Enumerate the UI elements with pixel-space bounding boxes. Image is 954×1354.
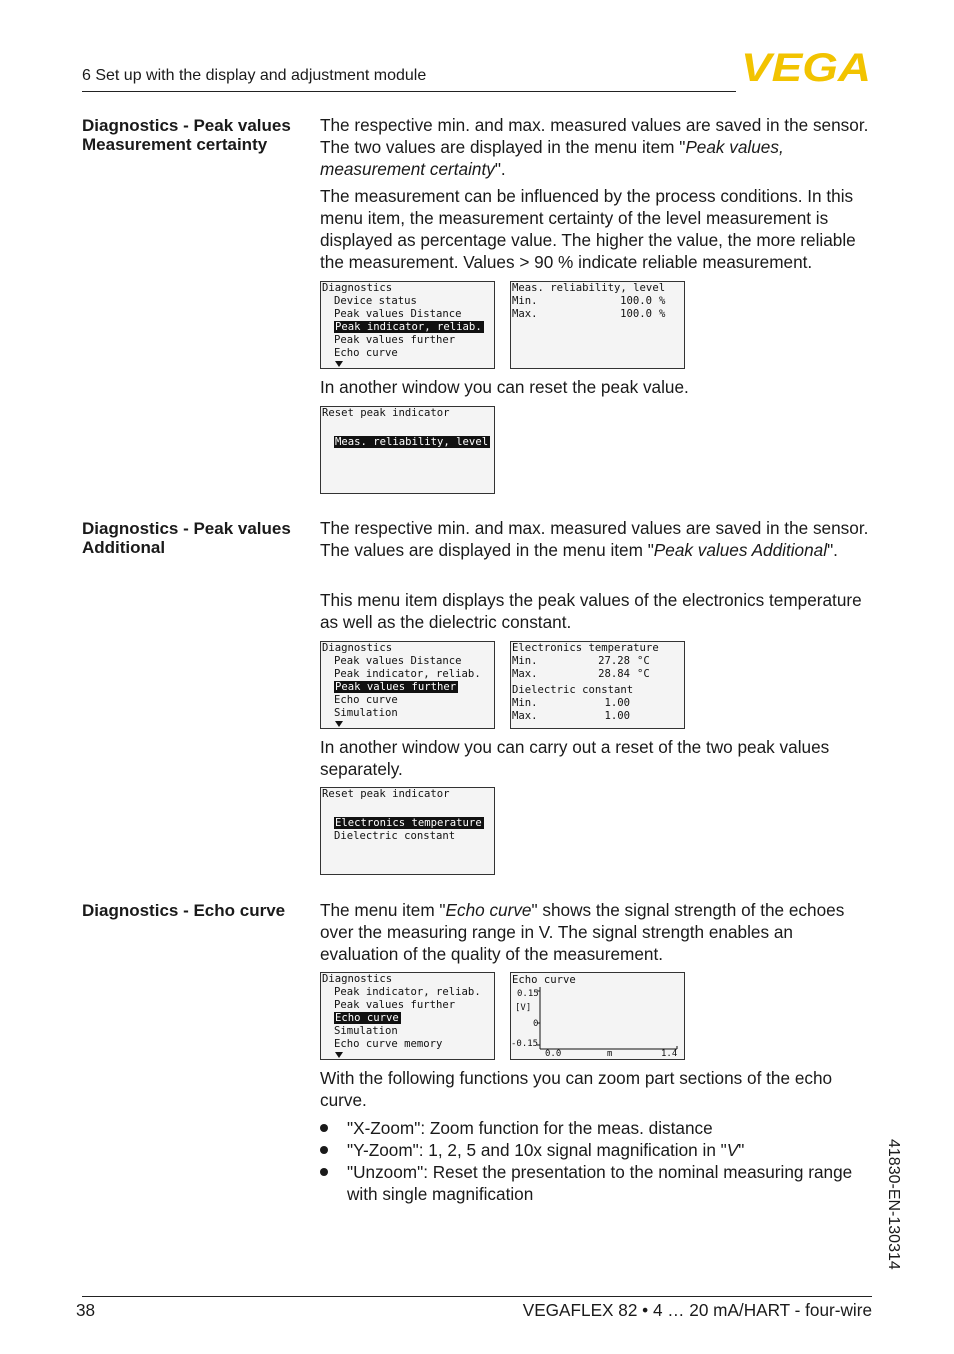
lcd-display-echo-curve bbox=[510, 972, 685, 1060]
lcd-unit: % bbox=[659, 295, 666, 307]
lcd-menu-item: Simulation bbox=[334, 707, 398, 719]
lcd-menu-item: Peak values further bbox=[334, 999, 456, 1011]
paragraph: This menu item displays the peak values of the electronics temperature as well as the dielectric constant. bbox=[320, 590, 862, 632]
lcd-selection: Electronics temperature bbox=[335, 817, 482, 829]
lcd-value: 100.0 bbox=[620, 308, 652, 320]
paragraph: In another window you can carry out a reset of the two peak values separately. bbox=[320, 737, 830, 779]
lcd-selection: Echo curve bbox=[335, 1012, 399, 1024]
section-label-measurement-certainty bbox=[82, 116, 291, 154]
text: "Unzoom": Reset the presentation to the nominal measuring range with single magnification bbox=[347, 1162, 853, 1204]
lcd-label: Min. bbox=[512, 655, 538, 667]
x-axis-start-label: 0.0 bbox=[545, 1049, 562, 1059]
text: ". bbox=[494, 159, 506, 179]
label-line: Measurement certainty bbox=[82, 135, 268, 154]
lcd-menu-item: Peak indicator, reliab. bbox=[334, 668, 481, 680]
lcd-menu-item: Simulation bbox=[334, 1025, 398, 1037]
lcd-menu-item: Dielectric constant bbox=[334, 830, 456, 842]
lcd-menu-item: Peak values Distance bbox=[334, 308, 462, 320]
paragraph: The measurement can be influenced by the process conditions. In this menu item, the measurement certainty of the level measurement is displayed as percentage value. The higher the value, the more reliable the measurement. Values > 90 % indicate reliable measurement. bbox=[320, 186, 856, 272]
lcd-menu-item-selected bbox=[334, 817, 484, 830]
lcd-value: 100.0 bbox=[620, 295, 652, 307]
y-axis-bottom-label: -0.15 bbox=[511, 1039, 539, 1049]
paragraph bbox=[320, 517, 875, 561]
section-label-echo-curve: Diagnostics - Echo curve bbox=[82, 901, 286, 920]
bullet-icon bbox=[320, 1168, 328, 1176]
text: The respective min. and max. measured values are saved in the sensor. The two values are displayed in the menu item " bbox=[320, 115, 869, 157]
menu-item-reference: Echo curve bbox=[445, 900, 532, 920]
lcd-unit: % bbox=[659, 308, 666, 320]
paragraph bbox=[320, 899, 875, 965]
lcd-display-diagnostics-menu bbox=[320, 972, 495, 1060]
y-axis-top-label: 0.15 bbox=[517, 989, 539, 999]
lcd-value: 1.00 bbox=[604, 697, 630, 709]
lcd-display-diagnostics-menu bbox=[320, 281, 495, 369]
paragraph: In another window you can reset the peak value. bbox=[320, 377, 689, 397]
lcd-subtitle: Dielectric constant bbox=[512, 684, 634, 696]
lcd-menu-item-selected bbox=[334, 1012, 401, 1025]
label-line: Diagnostics - Peak values bbox=[82, 519, 291, 538]
vega-logo-text: VEGA bbox=[741, 50, 871, 84]
menu-item-reference: Peak values Additional bbox=[653, 540, 828, 560]
lcd-display-diagnostics-menu bbox=[320, 641, 495, 729]
text: "Y-Zoom": 1, 2, 5 and 10x signal magnification in " bbox=[347, 1140, 727, 1160]
text: ". bbox=[827, 540, 838, 560]
lcd-unit: °C bbox=[637, 668, 650, 680]
lcd-title: Reset peak indicator bbox=[322, 788, 450, 800]
lcd-title: Electronics temperature bbox=[512, 642, 659, 654]
page-number: 38 bbox=[76, 1300, 96, 1320]
lcd-menu-item: Echo curve bbox=[334, 694, 398, 706]
scroll-down-arrow-icon bbox=[335, 1052, 343, 1058]
lcd-menu-item: Peak values further bbox=[334, 334, 456, 346]
header-rule bbox=[82, 91, 736, 92]
lcd-selection: Peak values further bbox=[335, 681, 457, 693]
x-axis-end-label: 1.4 bbox=[661, 1049, 678, 1059]
lcd-label: Max. bbox=[512, 308, 538, 320]
lcd-display-reset-peak bbox=[320, 406, 495, 494]
lcd-value: 27.28 bbox=[598, 655, 630, 667]
echo-curve-axes bbox=[511, 973, 684, 1059]
lcd-title: Diagnostics bbox=[322, 282, 393, 294]
unit-reference: V bbox=[726, 1140, 739, 1160]
paragraph: With the following functions you can zoom part sections of the echo curve. bbox=[320, 1068, 833, 1110]
bullet-icon bbox=[320, 1146, 328, 1154]
lcd-menu-item-selected bbox=[334, 321, 484, 334]
lcd-title: Diagnostics bbox=[322, 973, 393, 985]
lcd-display-electronics-temperature bbox=[510, 641, 685, 729]
lcd-menu-item: Echo curve memory bbox=[334, 1038, 443, 1050]
paragraph bbox=[320, 114, 875, 180]
footer-rule bbox=[82, 1296, 872, 1297]
lcd-value: 1.00 bbox=[604, 710, 630, 722]
lcd-menu-item-selected bbox=[334, 436, 490, 449]
lcd-label: Min. bbox=[512, 295, 538, 307]
lcd-title: Reset peak indicator bbox=[322, 407, 450, 419]
lcd-unit: °C bbox=[637, 655, 650, 667]
text: The menu item " bbox=[320, 900, 446, 920]
lcd-menu-item-selected bbox=[334, 681, 458, 694]
lcd-selection: Meas. reliability, level bbox=[335, 436, 489, 448]
vega-logo bbox=[740, 50, 872, 84]
lcd-selection: Peak indicator, reliab. bbox=[335, 321, 482, 333]
x-axis-unit-label: m bbox=[607, 1049, 613, 1059]
list-item-text bbox=[347, 1117, 877, 1139]
section-label-additional bbox=[82, 519, 291, 557]
y-axis-zero-label: 0 bbox=[533, 1019, 539, 1029]
list-item-text bbox=[347, 1139, 877, 1161]
lcd-display-reliability bbox=[510, 281, 685, 369]
lcd-menu-item: Peak values Distance bbox=[334, 655, 462, 667]
bullet-icon bbox=[320, 1124, 328, 1132]
scroll-down-arrow-icon bbox=[335, 361, 343, 367]
lcd-label: Min. bbox=[512, 697, 538, 709]
lcd-value: 28.84 bbox=[598, 668, 630, 680]
text: " shows the signal strength of the echoes over the measuring range in V. The signal strength enables an evaluation of the quality of the measurement. bbox=[320, 900, 845, 964]
header-section-title: 6 Set up with the display and adjustment module bbox=[82, 67, 427, 84]
lcd-title: Echo curve bbox=[512, 974, 576, 986]
text: " bbox=[738, 1140, 745, 1160]
scroll-down-arrow-icon bbox=[335, 721, 343, 727]
lcd-title: Meas. reliability, level bbox=[512, 282, 666, 294]
lcd-menu-item: Peak indicator, reliab. bbox=[334, 986, 481, 998]
text: The respective min. and max. measured values are saved in the sensor. The values are displayed in the menu item " bbox=[320, 518, 869, 560]
lcd-display-reset-peak bbox=[320, 787, 495, 875]
label-line: Diagnostics - Peak values bbox=[82, 116, 291, 135]
footer-document-title: VEGAFLEX 82 • 4 … 20 mA/HART - four-wire bbox=[522, 1300, 872, 1320]
lcd-menu-item: Device status bbox=[334, 295, 417, 307]
lcd-label: Max. bbox=[512, 668, 538, 680]
list-item-text bbox=[347, 1161, 877, 1205]
lcd-label: Max. bbox=[512, 710, 538, 722]
text: "X-Zoom": Zoom function for the meas. distance bbox=[347, 1118, 713, 1138]
label-line: Additional bbox=[82, 538, 166, 557]
lcd-title: Diagnostics bbox=[322, 642, 393, 654]
menu-item-reference: Peak values, measurement certainty bbox=[320, 137, 784, 179]
y-axis-unit-label: [V] bbox=[515, 1003, 532, 1013]
document-number: 41830-EN-130314 bbox=[885, 1139, 902, 1270]
lcd-menu-item: Echo curve bbox=[334, 347, 398, 359]
